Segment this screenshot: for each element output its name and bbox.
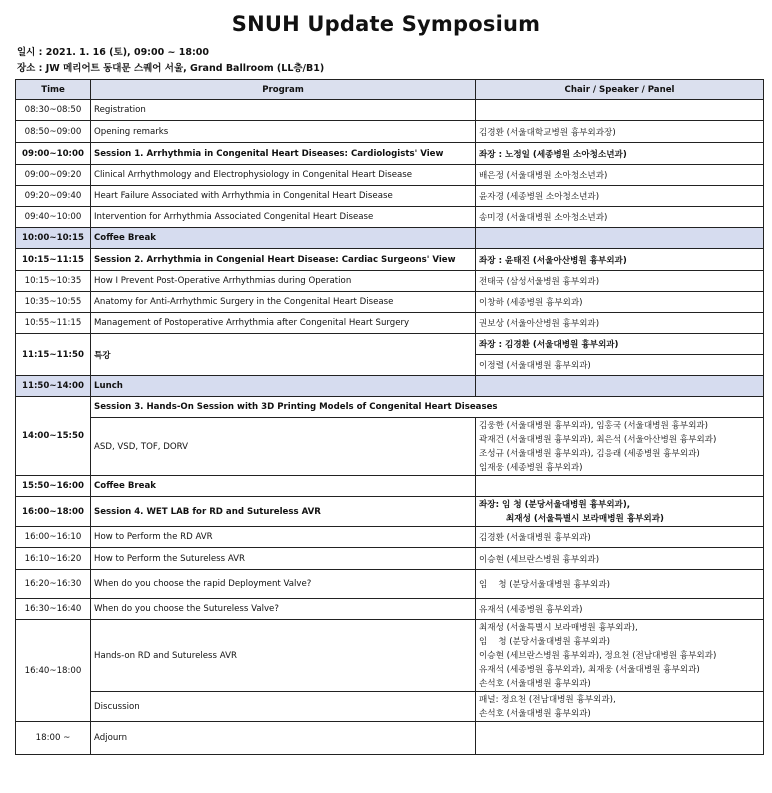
program-cell: Coffee Break (91, 476, 476, 497)
time-cell: 16:40~18:00 (16, 620, 91, 722)
chair-cell: 송미경 (서울대병원 소아청소년과) (476, 207, 764, 228)
program-cell: Heart Failure Associated with Arrhythmia in Congenital Heart Disease (91, 186, 476, 207)
break-row (16, 476, 764, 497)
time-cell: 08:50~09:00 (16, 121, 91, 143)
chair-cell (476, 497, 764, 527)
program-cell: Session 2. Arrhythmia in Congenial Heart Disease: Cardiac Surgeons' View (91, 249, 476, 271)
time-cell: 18:00 ~ (16, 722, 91, 755)
panel-line: 조성규 (서울대병원 흉부외과), 김응래 (세종병원 흉부외과) (479, 448, 700, 459)
program-cell: 특강 (91, 334, 476, 376)
panel-line: 패널: 정요천 (전남대병원 흉부외과), (479, 694, 616, 705)
program-cell: Hands-on RD and Sutureless AVR (91, 620, 476, 692)
table-row (16, 186, 764, 207)
time-cell: 09:00~10:00 (16, 143, 91, 165)
session-row (16, 497, 764, 527)
table-row (16, 548, 764, 570)
time-cell: 09:20~09:40 (16, 186, 91, 207)
chair-cell: 좌장 : 윤태진 (서울아산병원 흉부외과) (476, 249, 764, 271)
program-cell: How I Prevent Post-Operative Arrhythmias during Operation (91, 271, 476, 292)
table-row (16, 570, 764, 599)
header-program: Program (91, 80, 476, 100)
table-row (16, 207, 764, 228)
table-row (16, 692, 764, 722)
chair-cell: 윤자경 (세종병원 소아청소년과) (476, 186, 764, 207)
program-cell: When do you choose the Sutureless Valve? (91, 599, 476, 620)
header-chair: Chair / Speaker / Panel (476, 80, 764, 100)
panel-line: 손석호 (서울대병원 흉부외과) (479, 678, 591, 689)
session-row (16, 143, 764, 165)
panel-cell (476, 692, 764, 722)
time-cell: 15:50~16:00 (16, 476, 91, 497)
program-cell: Session 3. Hands-On Session with 3D Printing Models of Congenital Heart Diseases (91, 397, 764, 418)
table-row (16, 722, 764, 755)
time-cell: 09:00~09:20 (16, 165, 91, 186)
program-cell: How to Perform the Sutureless AVR (91, 548, 476, 570)
panel-line: 이승현 (세브란스병원 흉부외과), 정요천 (전남대병원 흉부외과) (479, 650, 717, 661)
program-cell: Adjourn (91, 722, 476, 755)
session-row (16, 397, 764, 418)
chair-cell (476, 228, 764, 249)
time-cell: 11:15~11:50 (16, 334, 91, 376)
time-cell: 10:35~10:55 (16, 292, 91, 313)
table-row (16, 313, 764, 334)
program-cell: When do you choose the rapid Deployment Valve? (91, 570, 476, 599)
chair-line: 최재성 (서울특별시 보라매병원 흉부외과) (506, 513, 664, 524)
chair-cell: 김경환 (서울대학교병원 흉부외과장) (476, 121, 764, 143)
chair-cell (476, 476, 764, 497)
time-cell: 10:15~11:15 (16, 249, 91, 271)
header-time: Time (16, 80, 91, 100)
chair-cell (476, 722, 764, 755)
session-row (16, 249, 764, 271)
event-place: 장소 : JW 메리어트 동대문 스퀘어 서울, Grand Ballroom (LL층/B1) (17, 63, 325, 74)
chair-cell: 이창하 (세종병원 흉부외과) (476, 292, 764, 313)
chair-cell (476, 100, 764, 121)
break-row (16, 228, 764, 249)
table-row (16, 418, 764, 476)
panel-cell (476, 418, 764, 476)
time-cell: 10:00~10:15 (16, 228, 91, 249)
table-row (16, 121, 764, 143)
panel-line: 임재웅 (세종병원 흉부외과) (479, 462, 583, 473)
table-row (16, 620, 764, 692)
time-cell: 16:20~16:30 (16, 570, 91, 599)
panel-line: 김웅한 (서울대병원 흉부외과), 임홍국 (서울대병원 흉부외과) (479, 420, 709, 431)
panel-line: 유재석 (세종병원 흉부외과), 최재웅 (서울대병원 흉부외과) (479, 664, 700, 675)
program-cell: Session 4. WET LAB for RD and Sutureless AVR (91, 497, 476, 527)
table-row (16, 100, 764, 121)
program-cell: How to Perform the RD AVR (91, 527, 476, 548)
time-cell: 08:30~08:50 (16, 100, 91, 121)
time-cell: 16:10~16:20 (16, 548, 91, 570)
time-cell: 09:40~10:00 (16, 207, 91, 228)
program-cell: Anatomy for Anti-Arrhythmic Surgery in the Congenital Heart Disease (91, 292, 476, 313)
chair-cell: 좌장 : 김경환 (서울대병원 흉부외과) (476, 334, 764, 355)
time-cell: 10:55~11:15 (16, 313, 91, 334)
program-cell: ASD, VSD, TOF, DORV (91, 418, 476, 476)
program-cell: Session 1. Arrhythmia in Congenital Heart Diseases: Cardiologists' View (91, 143, 476, 165)
chair-cell: 전태국 (삼성서울병원 흉부외과) (476, 271, 764, 292)
panel-line: 곽재건 (서울대병원 흉부외과), 최은석 (서울아산병원 흉부외과) (479, 434, 717, 445)
program-cell: Opening remarks (91, 121, 476, 143)
table-row (16, 271, 764, 292)
chair-line: 좌장: 임 청 (분당서울대병원 흉부외과), (479, 499, 631, 510)
panel-line: 임 청 (분당서울대병원 흉부외과) (479, 636, 611, 647)
table-row (16, 527, 764, 548)
table-row (16, 292, 764, 313)
chair-cell: 배은정 (서울대병원 소아청소년과) (476, 165, 764, 186)
chair-cell: 임 청 (분당서울대병원 흉부외과) (476, 570, 764, 599)
table-row (16, 165, 764, 186)
time-cell: 16:00~18:00 (16, 497, 91, 527)
program-cell: Clinical Arrhythmology and Electrophysiology in Congenital Heart Disease (91, 165, 476, 186)
program-cell: Intervention for Arrhythmia Associated Congenital Heart Disease (91, 207, 476, 228)
program-cell: Coffee Break (91, 228, 476, 249)
table-header-row (16, 80, 764, 100)
program-cell: Management of Postoperative Arrhythmia after Congenital Heart Surgery (91, 313, 476, 334)
table-row (16, 599, 764, 620)
time-cell: 16:00~16:10 (16, 527, 91, 548)
time-cell: 11:50~14:00 (16, 376, 91, 397)
chair-cell: 유재석 (세종병원 흉부외과) (476, 599, 764, 620)
page-title: SNUH Update Symposium (231, 12, 541, 36)
chair-cell: 권보상 (서울아산병원 흉부외과) (476, 313, 764, 334)
panel-line: 손석호 (서울대병원 흉부외과) (479, 708, 591, 719)
chair-cell: 이승현 (세브란스병원 흉부외과) (476, 548, 764, 570)
program-cell: Discussion (91, 692, 476, 722)
chair-cell: 좌장 : 노정일 (세종병원 소아청소년과) (476, 143, 764, 165)
event-date: 일시 : 2021. 1. 16 (토), 09:00 ~ 18:00 (17, 47, 210, 58)
program-cell: Lunch (91, 376, 476, 397)
chair-cell: 김경환 (서울대병원 흉부외과) (476, 527, 764, 548)
time-cell: 10:15~10:35 (16, 271, 91, 292)
time-cell: 16:30~16:40 (16, 599, 91, 620)
chair-cell (476, 376, 764, 397)
program-cell: Registration (91, 100, 476, 121)
speaker-cell: 이정렬 (서울대병원 흉부외과) (476, 355, 764, 376)
panel-line: 최재성 (서울특별시 보라매병원 흉부외과), (479, 622, 638, 633)
time-cell: 14:00~15:50 (16, 397, 91, 476)
break-row (16, 376, 764, 397)
schedule-table (15, 79, 764, 755)
table-row (16, 334, 764, 355)
panel-cell (476, 620, 764, 692)
